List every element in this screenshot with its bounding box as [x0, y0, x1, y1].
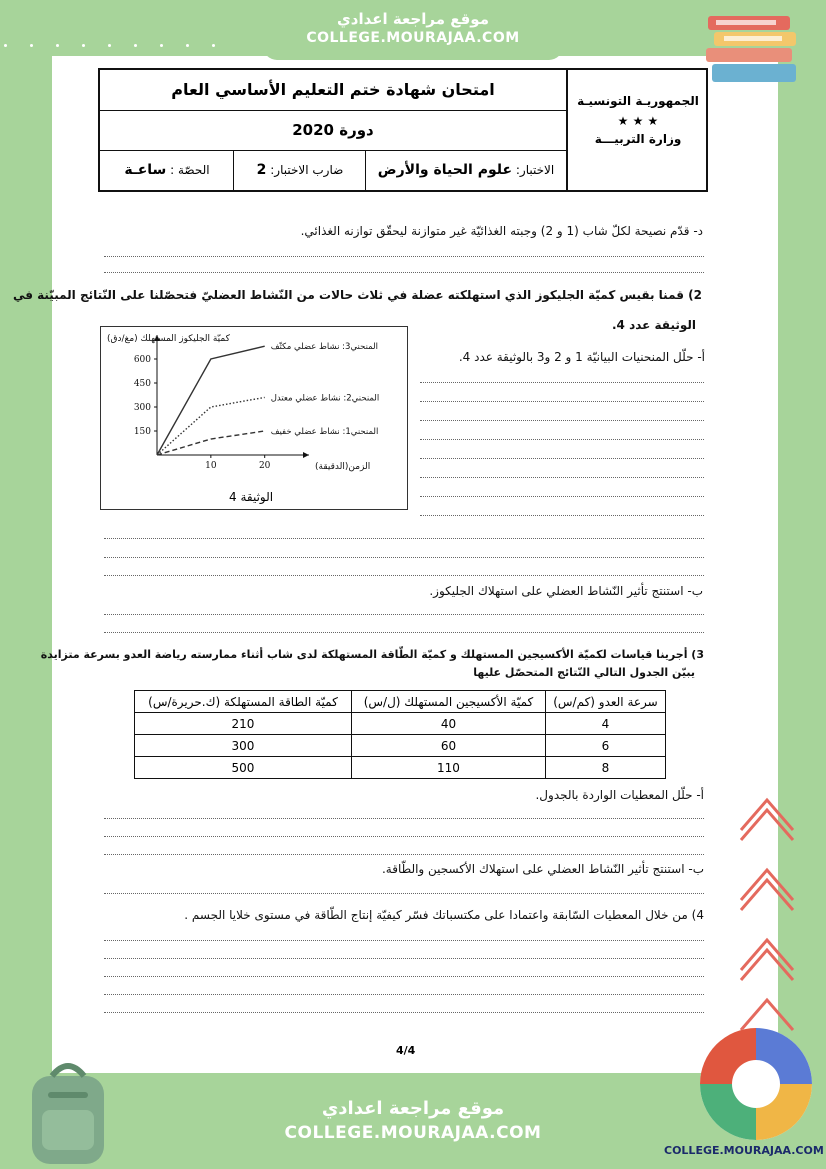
table-header-energy: كميّة الطاقة المستهلكة (ك.حريرة/س): [135, 691, 352, 713]
site-url[interactable]: COLLEGE.MOURAJAA.COM: [284, 1123, 542, 1143]
y-tick-label: 600: [133, 355, 151, 365]
table-cell: 4: [545, 713, 665, 735]
table-cell: 500: [135, 757, 352, 779]
exam-title: امتحان شهادة ختم التعليم الأساسي العام: [100, 70, 566, 111]
answer-line[interactable]: [104, 632, 704, 633]
answer-line[interactable]: [104, 818, 704, 819]
site-name: موقع مراجعة اعدادي: [321, 1098, 505, 1119]
books-icon: [700, 12, 810, 88]
x-tick-label: 20: [258, 461, 271, 471]
subject-label: الاختبار:: [515, 163, 555, 177]
site-banner-top[interactable]: [263, 0, 563, 60]
exam-info-row: [100, 150, 566, 190]
coefficient-cell: [233, 150, 366, 190]
y-tick-label: 300: [133, 403, 151, 413]
ministry-name: وزارة التربيـــة: [594, 132, 682, 146]
site-name: موقع مراجعة اعدادي: [337, 10, 489, 28]
school-subjects-logo-icon: [696, 1024, 816, 1144]
header-main: [100, 70, 568, 190]
question-2b: ب- استنتج تأثير النّشاط العضلي على استهلاك الجليكوز.: [429, 584, 703, 598]
logo-caption: COLLEGE.MOURAJAA.COM: [664, 1144, 824, 1157]
document-label: الوثيقة 4: [229, 490, 274, 504]
answer-line[interactable]: [104, 272, 704, 273]
answer-line[interactable]: [104, 994, 704, 995]
duration-label: الحصّة :: [170, 163, 210, 177]
question-2a: أ- حلّل المنحنيات البيانيّة 1 و 2 و3 بالوثيقة عدد 4.: [458, 350, 705, 364]
answer-line[interactable]: [104, 256, 704, 257]
data-table: [134, 690, 666, 779]
republic-name: الجمهوريـة التونسيـة: [577, 94, 699, 108]
duration-cell: [100, 150, 234, 190]
answer-line[interactable]: [420, 496, 704, 497]
answer-line[interactable]: [104, 614, 704, 615]
y-tick-label: 450: [133, 379, 151, 389]
table-row: [135, 735, 666, 757]
chart-series-line: [157, 431, 265, 455]
answer-line[interactable]: [420, 401, 704, 402]
answer-line[interactable]: [420, 515, 704, 516]
chart-series-label: المنحني2: نشاط عضلي معتدل: [270, 393, 380, 404]
coefficient-value: 2: [256, 162, 267, 178]
y-axis-label: كميّة الجليكوز المستهلك (مغ/دق): [107, 334, 230, 344]
exam-header: [98, 68, 708, 192]
answer-line[interactable]: [420, 439, 704, 440]
table-cell: 60: [351, 735, 545, 757]
coefficient-label: ضارب الاختبار:: [270, 163, 344, 177]
question-3b: ب- استنتج تأثير النّشاط العضلي على استهلاك الأكسجين والطّاقة.: [381, 862, 704, 876]
exam-session: دورة 2020: [100, 110, 566, 151]
table-cell: 8: [545, 757, 665, 779]
subject-value: علوم الحياة والأرض: [377, 162, 513, 178]
chart-document-4: [100, 326, 408, 510]
answer-line[interactable]: [104, 538, 704, 539]
answer-line[interactable]: [104, 958, 704, 959]
glucose-chart: [101, 327, 407, 509]
question-3: 3) أجرينا قياسات لكميّة الأكسيجين المستهلك و كميّة الطّاقة المستهلكة لدى شاب أثناء ممارسته رياضة العدو بسرعة متزايدة: [40, 648, 704, 661]
duration-value: ساعـة: [124, 162, 167, 178]
table-row: [135, 757, 666, 779]
table-header-row: [135, 691, 666, 713]
answer-line[interactable]: [104, 893, 704, 894]
answer-line[interactable]: [104, 976, 704, 977]
chart-series-label: المنحني1: نشاط عضلي خفيف: [270, 427, 379, 437]
question-3-line2: يبيّن الجدول التالي النّتائج المتحصّل عليها: [473, 666, 695, 679]
site-url[interactable]: COLLEGE.MOURAJAA.COM: [306, 30, 520, 46]
answer-line[interactable]: [420, 458, 704, 459]
answer-line[interactable]: [104, 836, 704, 837]
stars: ★ ★ ★: [617, 114, 659, 128]
answer-line[interactable]: [420, 477, 704, 478]
question-3a: أ- حلّل المعطيات الواردة بالجدول.: [535, 788, 704, 802]
answer-line[interactable]: [104, 557, 704, 558]
chevron-up-icon: [737, 790, 797, 1040]
answer-line[interactable]: [420, 420, 704, 421]
answer-line[interactable]: [104, 575, 704, 576]
chart-series-label: المنحني3: نشاط عضلي مكثّف: [270, 342, 379, 353]
site-banner-bottom[interactable]: [272, 1078, 554, 1169]
x-axis-arrow-icon: [303, 452, 309, 458]
question-2-line2: الوثيقة عدد 4.: [611, 318, 696, 332]
y-tick-label: 150: [133, 427, 151, 437]
table-cell: 210: [135, 713, 352, 735]
page-number: 4/4: [396, 1044, 416, 1057]
table-cell: 110: [351, 757, 545, 779]
subject-cell: [365, 150, 566, 190]
table-cell: 300: [135, 735, 352, 757]
table-header-oxygen: كميّة الأكسيجين المستهلك (ل/س): [351, 691, 545, 713]
table-row: [135, 713, 666, 735]
answer-line[interactable]: [104, 940, 704, 941]
table-header-speed: سرعة العدو (كم/س): [545, 691, 665, 713]
x-axis-label: الزمن(الدقيقة): [315, 462, 371, 472]
ministry-block: [570, 70, 706, 190]
answer-line[interactable]: [420, 382, 704, 383]
answer-line[interactable]: [104, 1012, 704, 1013]
x-tick-label: 10: [205, 461, 217, 471]
question-4: 4) من خلال المعطيات السّابقة واعتمادا على مكتسباتك فسّر كيفيّة إنتاج الطّاقة في مستوى خلايا الجسم .: [184, 908, 704, 922]
answer-line[interactable]: [104, 854, 704, 855]
backpack-icon: [18, 1056, 118, 1168]
table-cell: 6: [545, 735, 665, 757]
decorative-dots: [0, 44, 220, 52]
table-cell: 40: [351, 713, 545, 735]
question-2: 2) قمنا بقيس كميّة الجليكوز الذي استهلكته عضلة في ثلاث حالات من النّشاط العضليّ فتحصّلنا على النّتائج المبيّنة في: [12, 288, 702, 302]
question-d: د- قدّم نصيحة لكلّ شاب (1 و 2) وجبته الغذائيّة غير متوازنة ليحقّق توازنه الغذائي.: [300, 224, 703, 238]
